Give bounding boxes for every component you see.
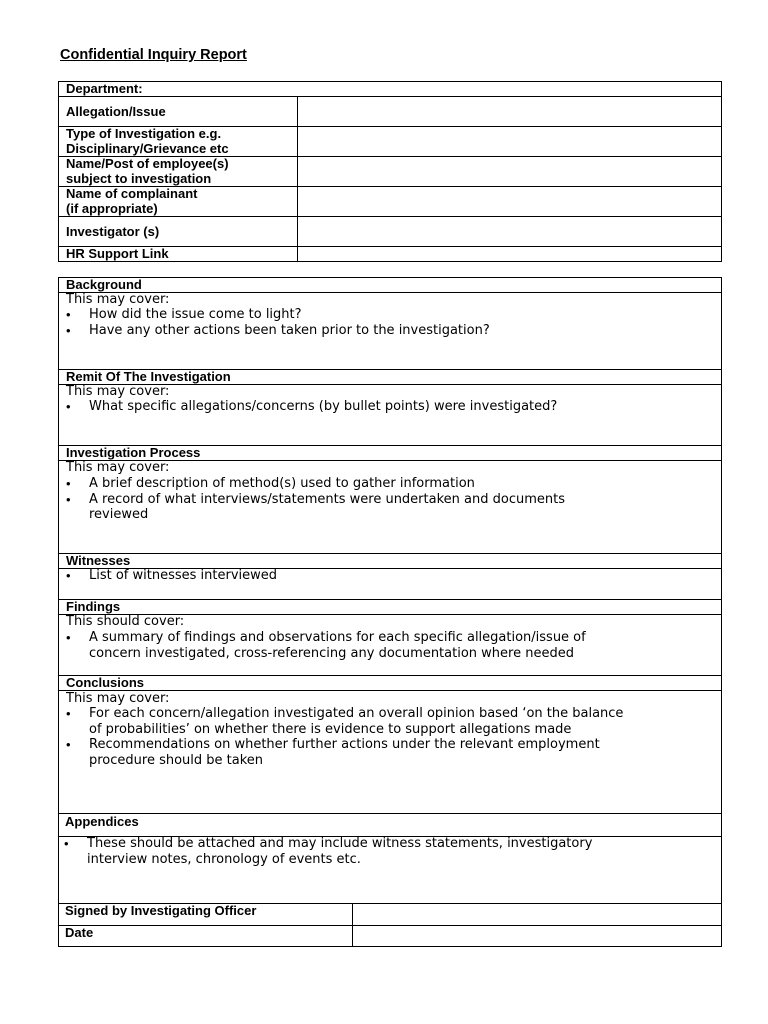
conclusions-heading: Conclusions [66,675,145,690]
investigator-label: Investigator (s) [66,224,160,239]
investigator-field[interactable] [298,217,721,246]
remit-heading: Remit Of The Investigation [66,369,231,384]
process-heading: Investigation Process [66,445,201,460]
investigation-type-field[interactable] [298,127,721,156]
hr-support-field[interactable] [298,247,721,261]
process-intro: This may cover: [66,460,170,475]
process-list [66,476,565,523]
list-item: • How did the issue come to light? [66,307,490,323]
background-heading: Background [66,277,142,292]
remit-intro: This may cover: [66,384,170,399]
list-item: • A brief description of method(s) used to gather information [66,476,565,492]
list-item: • What specific allegations/concerns (by bullet points) were investigated? [66,399,557,415]
complainant-field[interactable] [298,187,721,216]
background-intro: This may cover: [66,292,170,307]
department-label: Department: [66,81,143,96]
appendices-heading: Appendices [65,814,139,829]
background-list [66,307,490,338]
investigation-type-label-line2: Disciplinary/Grievance etc [66,141,229,156]
findings-intro: This should cover: [66,614,185,629]
remit-list [66,399,557,415]
appendices-list [64,836,592,867]
date-field[interactable] [353,926,721,946]
date-label: Date [65,925,94,940]
list-item: • A summary of findings and observations for each specific allegation/issue of concern investigated, cross-referencing any documentation where needed [66,630,586,661]
complainant-label-line2: (if appropriate) [66,201,158,216]
list-item: • These should be attached and may include witness statements, investigatory interview notes, chronology of events etc. [64,836,592,867]
allegation-field[interactable] [298,97,721,126]
signature-field[interactable] [353,904,721,925]
allegation-label: Allegation/Issue [66,104,166,119]
signed-label: Signed by Investigating Officer [65,903,257,918]
employee-field[interactable] [298,157,721,186]
hr-support-label: HR Support Link [66,246,169,261]
list-item: • List of witnesses interviewed [66,568,277,584]
conclusions-list [66,706,623,768]
findings-list [66,630,586,661]
employee-label-line1: Name/Post of employee(s) [66,156,229,171]
list-item: • A record of what interviews/statements were undertaken and documents reviewed [66,492,565,523]
investigation-type-label-line1: Type of Investigation e.g. [66,126,222,141]
list-item: • Recommendations on whether further actions under the relevant employment procedure should be taken [66,737,623,768]
complainant-label-line1: Name of complainant [66,186,198,201]
page-title: Confidential Inquiry Report [60,47,247,63]
list-item: • Have any other actions been taken prior to the investigation? [66,323,490,339]
witnesses-heading: Witnesses [66,553,131,568]
employee-label-line2: subject to investigation [66,171,212,186]
witnesses-list [66,568,277,584]
conclusions-intro: This may cover: [66,691,170,706]
findings-heading: Findings [66,599,121,614]
list-item: • For each concern/allegation investigated an overall opinion based ‘on the balance of probabilities’ on whether there is evidence to support allegations made [66,706,623,737]
